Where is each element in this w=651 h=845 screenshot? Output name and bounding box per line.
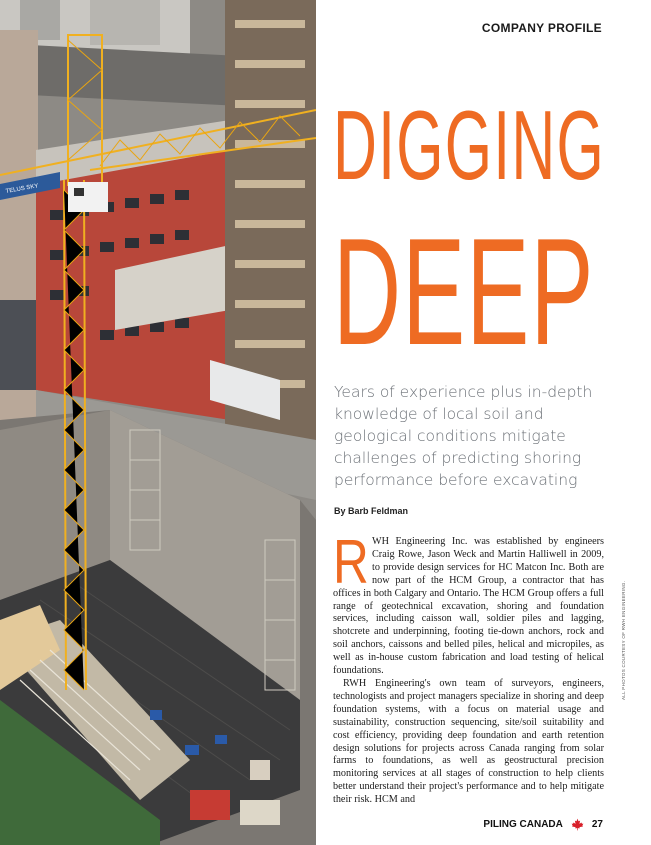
headline-line-1: DIGGING [333, 90, 605, 200]
paragraph-1 [333, 528, 604, 678]
drop-cap: R [333, 528, 369, 597]
headline-line-2: DEEP [333, 207, 595, 377]
byline: By Barb Feldman [334, 506, 409, 516]
magazine-name: PILING CANADA [483, 819, 563, 830]
maple-leaf-icon [571, 818, 584, 831]
headline [333, 90, 613, 377]
crane-sign: TELUS SKY [5, 183, 39, 195]
deck-subtitle: Years of experience plus in-depth knowledge of local soil and geological conditions mitigate challenges of predicting shoring performance before excavating [334, 383, 593, 489]
paragraph-2: RWH Engineering's own team of surveyors, engineers, technologists and project managers specialize in shoring and deep foundation systems, with a focus on material usage and sustainability, construction sequencing, site/soil suitability and cost efficiency, providing deep foundation and earth retention design solutions for projects across Canada ranging from solar farms to foundations, as well as geostructural precision monitoring services at all stages of construction to help clients better understand their project's performance and to help mitigate their risk. HCM and [333, 677, 604, 806]
article-body [333, 528, 604, 807]
page-footer [483, 818, 603, 831]
photo-credit: ALL PHOTOS COURTESY OF RWH ENGINEERING. [621, 580, 626, 700]
section-label: COMPANY PROFILE [481, 21, 602, 35]
page-number: 27 [591, 819, 603, 830]
paragraph-1-text: WH Engineering Inc. was established by engineers Craig Rowe, Jason Weck and Martin Halliwell in 2009, to provide design services for HC Matcon Inc. Both are now part of the HCM Group, a contractor that has offices in both Calgary and Ontario. The HCM Group offers a full range of geotechnical excavation, shoring and foundation services, including caisson wall, soldier piles and lagging, shotcrete and underpinning, footing tie-down anchors, rock and soil anchors, caissons and belled piles, helical and micropiles, as well as in-house custom fabrication and load testing of helical foundations. [333, 536, 604, 677]
construction-site-photo [0, 0, 316, 845]
